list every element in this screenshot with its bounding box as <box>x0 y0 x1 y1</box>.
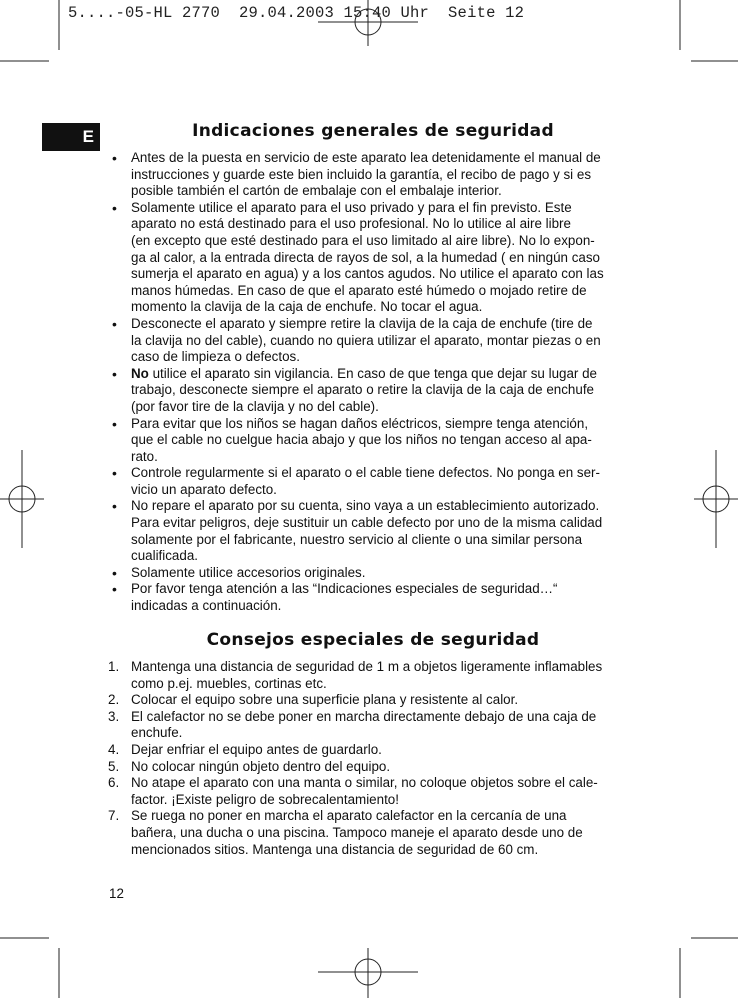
list-item: • Desconecte el aparato y siempre retire la clavija de la caja de enchufe (tire de la clavija no del cable), cuando no quiera utilizar el aparato, montar piezas o en caso de limpieza o defectos. <box>108 316 638 366</box>
list-item: • Solamente utilice accesorios originales. <box>108 565 638 582</box>
list-item: • Para evitar que los niños se hagan daños eléctricos, siempre tenga atención, que el cable no cuelgue hacia abajo y que los niños no tengan acceso al apa- rato. <box>108 416 638 466</box>
emphasis-no: No <box>131 365 149 381</box>
item-number: 1. <box>108 659 120 674</box>
list-item: 4. Dejar enfriar el equipo antes de guardarlo. <box>108 741 382 757</box>
special-safety-title: Consejos especiales de seguridad <box>206 630 540 650</box>
list-item: 3. El calefactor no se debe poner en marcha directamente debajo de una caja de enchufe. <box>108 708 597 741</box>
item-number: 4. <box>108 741 120 757</box>
item-number: 3. <box>108 708 120 724</box>
list-item: • No utilice el aparato sin vigilancia. En caso de que tenga que dejar su lugar de trabajo, desconecte siempre el aparato o retire la clavija de la caja de enchufe (por favor tire de la clavija y no del cable). <box>108 366 638 416</box>
list-item: • Solamente utilice el aparato para el uso privado y para el fin previsto. Este aparato no está destinado para el uso profesional. No lo utilice al aire libre (en excepto que esté destinado para el uso limitado al aire libre). No lo expon- ga al calor, a la entrada directa de rayos de sol, a la humedad ( en ningún caso sumerja el aparato en agua) y a los cantos agudos. No utilice el aparato con las manos húmedas. En caso de que el aparato esté húmedo o mojado retire de momento la clavija de la caja de enchufe. No tocar el agua. <box>108 200 638 316</box>
list-item: 5. No colocar ningún objeto dentro del equipo. <box>108 758 391 774</box>
special-safety-list <box>108 659 638 858</box>
item-number: 6. <box>108 775 120 791</box>
print-header-slug: 5....-05-HL 2770 29.04.2003 15:40 Uhr Seite 12 <box>68 4 525 22</box>
list-item: 7. Se ruega no poner en marcha el aparato calefactor en la cercanía de una bañera, una ducha o una piscina. Tampoco maneje el aparato desde uno de mencionados sitios. Mantenga una distancia de seguridad de 60 cm. <box>108 808 583 857</box>
item-number: 7. <box>108 808 120 824</box>
list-item: • No repare el aparato por su cuenta, sino vaya a un establecimiento autorizado. Para evitar peligros, deje sustituir un cable defecto por uno de la misma calidad solamente por el fabricante, nuestro servicio al cliente o una similar persona cualificada. <box>108 498 638 564</box>
language-tab: E <box>42 123 100 151</box>
list-item: 6. No atape el aparato con una manta o similar, no coloque objetos sobre el cale- factor. ¡Existe peligro de sobrecalentamiento! <box>108 775 598 807</box>
item-number: 2. <box>108 692 120 708</box>
page-number: 12 <box>109 886 124 901</box>
general-safety-list <box>108 150 638 615</box>
list-item: • Antes de la puesta en servicio de este aparato lea detenidamente el manual de instrucciones y guarde este bien incluido la garantía, el recibo de pago y si es posible también el cartón de embalaje con el embalaje interior. <box>108 150 638 200</box>
general-safety-title: Indicaciones generales de seguridad <box>192 121 554 141</box>
list-item: • Controle regularmente si el aparato o el cable tiene defectos. No ponga en ser- vicio un aparato defecto. <box>108 465 638 498</box>
list-item: • Por favor tenga atención a las “Indicaciones especiales de seguridad…“ indicadas a continuación. <box>108 581 638 614</box>
item-number: 5. <box>108 758 120 774</box>
list-item: 2. Colocar el equipo sobre una superficie plana y resistente al calor. <box>108 692 519 708</box>
list-item: 1. Mantenga una distancia de seguridad de 1 m a objetos ligeramente inflamables como p.ej. muebles, cortinas etc. <box>108 659 603 691</box>
